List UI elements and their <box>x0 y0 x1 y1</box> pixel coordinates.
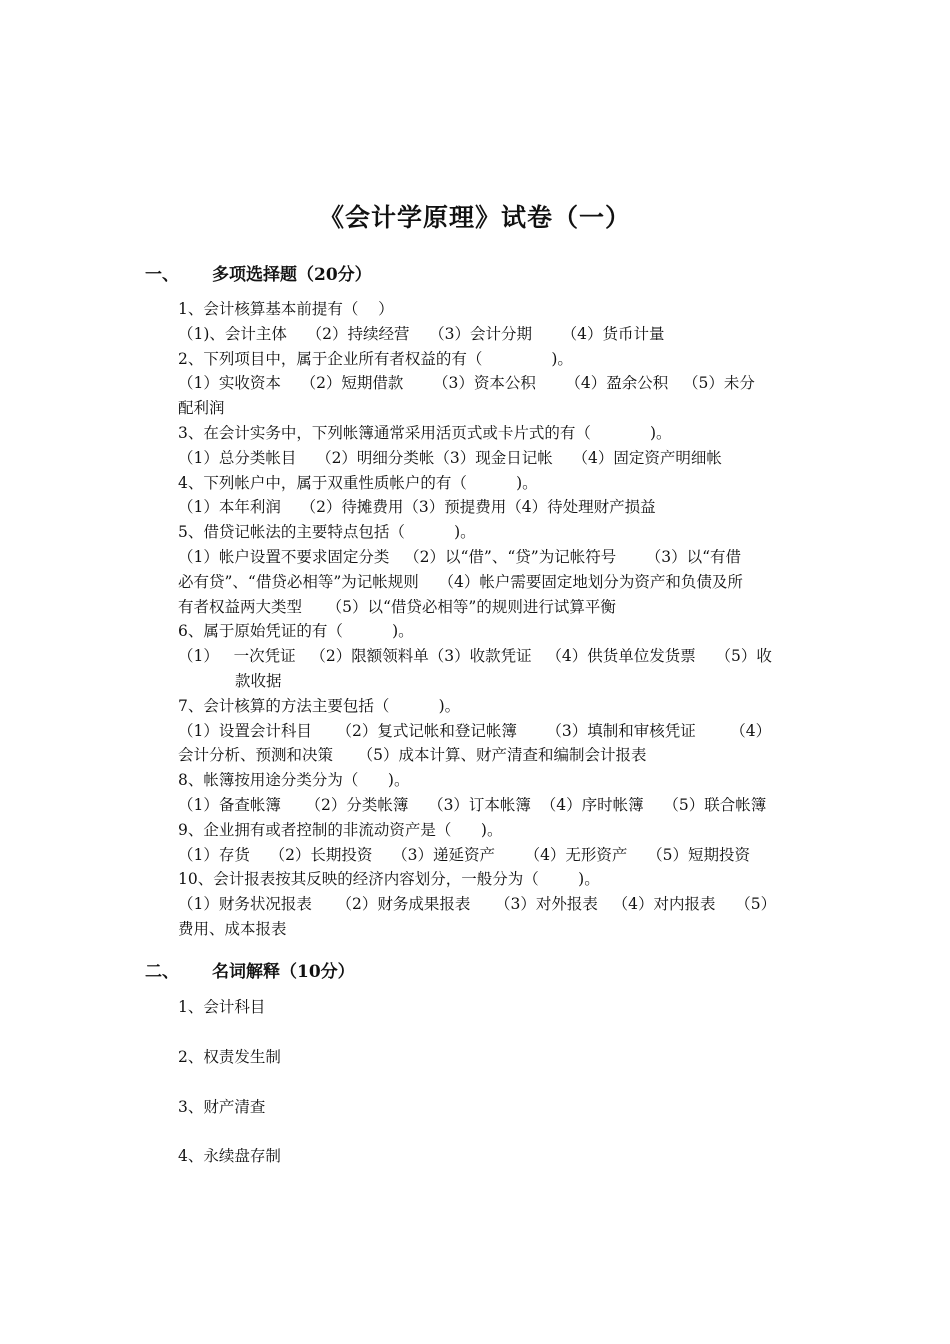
term-item: 1、会计科目 <box>178 998 266 1016</box>
question-1-options: （1)、会计主体 （2）持续经营 （3）会计分期 （4）货币计量 <box>178 324 665 343</box>
question-7: 7、会计核算的方法主要包括（ )。 <box>178 696 461 715</box>
section-2-terms <box>178 995 281 1194</box>
section-2-heading <box>145 957 355 982</box>
question-5-options-cont: 有者权益两大类型 （5）以“借贷必相等”的规则进行试算平衡 <box>178 597 616 616</box>
term-item: 3、财产清查 <box>178 1097 266 1116</box>
question-2-options: （1）实收资本 （2）短期借款 （3）资本公积 （4）盈余公积 （5）未分 <box>178 374 755 393</box>
section-1-body <box>178 297 808 942</box>
question-8: 8、帐簿按用途分类分为（ )。 <box>178 771 410 790</box>
question-2-options-cont: 配利润 <box>178 399 225 418</box>
question-10-options: （1）财务状况报表 （2）财务成果报表 （3）对外报表 （4）对内报表 （5） <box>178 895 777 914</box>
term-item: 4、永续盘存制 <box>178 1147 281 1166</box>
question-1: 1、会计核算基本前提有（ ） <box>178 300 394 318</box>
exam-title: 《会计学原理》试卷（一） <box>318 203 631 232</box>
question-5: 5、借贷记帐法的主要特点包括（ )。 <box>178 523 476 542</box>
question-8-options: （1）备查帐簿 （2）分类帐簿 （3）订本帐簿 （4）序时帐簿 （5）联合帐簿 <box>178 795 767 814</box>
question-5-options-cont: 必有贷”、“借贷必相等”为记帐规则 （4）帐户需要固定地划分为资产和负债及所 <box>178 572 743 591</box>
term-item: 2、权责发生制 <box>178 1047 281 1066</box>
question-5-options: （1）帐户设置不要求固定分类 （2）以“借”、“贷”为记帐符号 （3）以“有借 <box>178 547 742 566</box>
question-9: 9、企业拥有或者控制的非流动资产是（ )。 <box>178 820 503 839</box>
section-2-label: 名词解释（10分） <box>212 962 355 982</box>
question-2: 2、下列项目中，属于企业所有者权益的有（ )。 <box>178 349 573 368</box>
question-7-options-cont: 会计分析、预测和决策 （5）成本计算、财产清查和编制会计报表 <box>178 746 647 765</box>
question-10: 10、会计报表按其反映的经济内容划分，一般分为（ )。 <box>178 870 600 889</box>
section-1-label: 多项选择题（20分） <box>212 265 372 285</box>
question-6-options: （1） 一次凭证 （2）限额领料单（3）收款凭证 （4）供货单位发货票 （5）收 <box>178 647 772 666</box>
section-2-number: 二、 <box>145 962 179 982</box>
question-4: 4、下列帐户中，属于双重性质帐户的有（ )。 <box>178 473 538 492</box>
question-7-options: （1）设置会计科目 （2）复式记帐和登记帐簿 （3）填制和审核凭证 （4） <box>178 721 772 740</box>
question-3-options: （1）总分类帐目 （2）明细分类帐（3）现金日记帐 （4）固定资产明细帐 <box>178 448 722 467</box>
question-6: 6、属于原始凭证的有（ )。 <box>178 622 414 641</box>
section-1-heading <box>145 260 372 285</box>
question-10-options-cont: 费用、成本报表 <box>178 919 287 938</box>
question-9-options: （1）存货 （2）长期投资 （3）递延资产 （4）无形资产 （5）短期投资 <box>178 845 750 864</box>
question-3: 3、在会计实务中，下列帐簿通常采用活页式或卡片式的有（ )。 <box>178 423 672 442</box>
question-6-options-cont: 款收据 <box>235 671 282 690</box>
question-4-options: （1）本年利润 （2）待摊费用（3）预提费用（4）待处理财产损益 <box>178 498 656 517</box>
section-1-number: 一、 <box>145 265 179 285</box>
